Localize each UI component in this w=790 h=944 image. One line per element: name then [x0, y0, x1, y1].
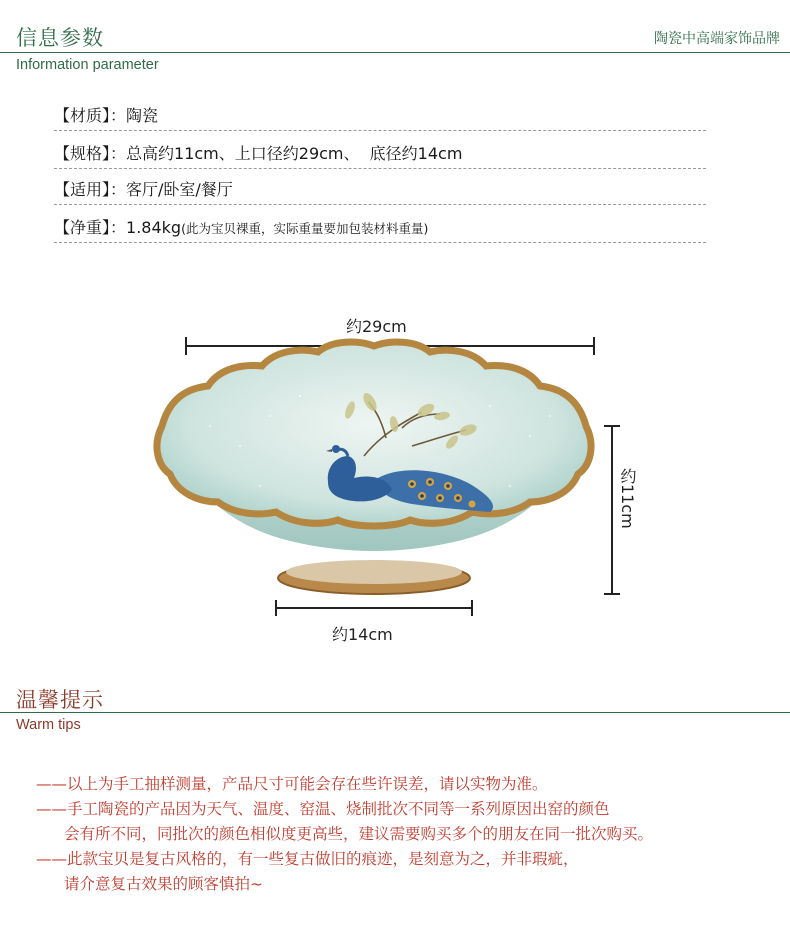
param-value: 客厅/卧室/餐厅 [126, 180, 233, 199]
top-diameter-label: 约29cm [346, 317, 407, 336]
bowl-drawing [150, 306, 640, 656]
tips-section-title: 温馨提示 [16, 688, 104, 712]
info-section-subtitle: Information parameter [16, 57, 159, 73]
tips-section-divider [0, 712, 790, 713]
bottom-dimension-line [276, 600, 472, 616]
tip-line: 会有所不同，同批次的颜色相似度更高些，建议需要购买多个的朋友在同一批次购买。 [64, 825, 654, 843]
param-label: 【适用】： [54, 180, 127, 199]
param-row-spec [54, 132, 706, 169]
param-row-usage [54, 168, 706, 205]
bottom-diameter-label: 约14cm [332, 625, 393, 644]
tip-line: 请介意复古效果的顾客慎拍~ [64, 875, 263, 893]
param-label: 【材质】： [54, 106, 127, 125]
product-illustration [150, 306, 640, 656]
param-note: (此为宝贝裸重，实际重量要加包装材料重量) [181, 221, 429, 236]
param-value: 总高约11cm、上口径约29cm、 底径约14cm [126, 144, 463, 163]
tip-line: ——手工陶瓷的产品因为天气、温度、窑温、烧制批次不同等一系列原因出窑的颜色 [36, 800, 610, 818]
info-section-title: 信息参数 [16, 26, 104, 50]
tips-section-subtitle: Warm tips [16, 717, 81, 733]
brand-tagline: 陶瓷中高端家饰品牌 [654, 31, 780, 47]
height-label: 约11cm [618, 468, 637, 529]
param-value: 1.84kg [126, 218, 182, 237]
param-value: 陶瓷 [126, 106, 159, 125]
tip-line: ——此款宝贝是复古风格的，有一些复古做旧的痕迹，是刻意为之，并非瑕疵， [36, 850, 579, 868]
param-label: 【规格】： [54, 144, 127, 163]
info-section-divider [0, 52, 790, 53]
tip-line: ——以上为手工抽样测量，产品尺寸可能会存在些许误差，请以实物为准。 [36, 775, 548, 793]
tips-list [36, 772, 653, 897]
param-row-weight [54, 206, 706, 243]
param-row-material [54, 94, 706, 131]
param-label: 【净重】： [54, 218, 127, 237]
